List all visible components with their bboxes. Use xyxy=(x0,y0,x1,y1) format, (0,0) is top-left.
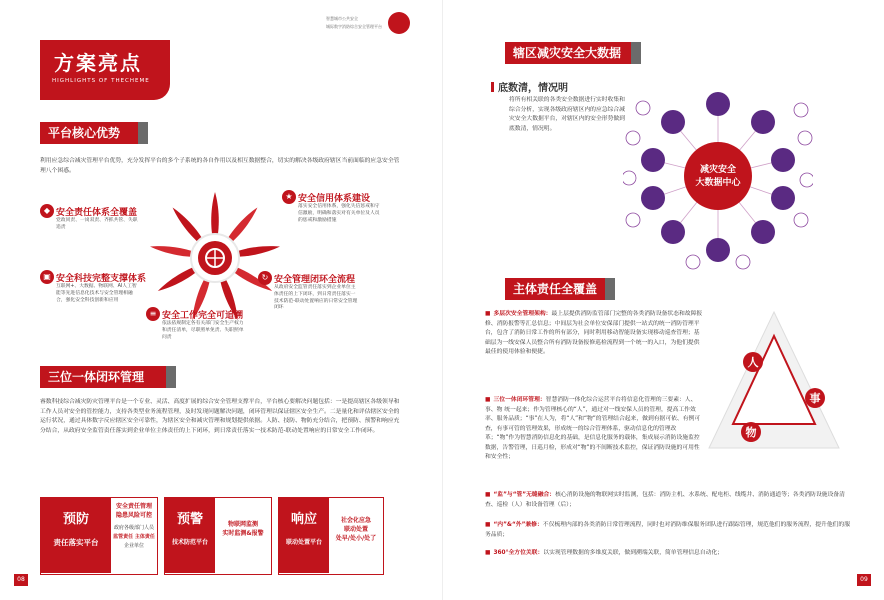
card-line: 主体责任 xyxy=(134,534,155,540)
card-line: 联动处置 xyxy=(343,526,368,533)
chip-icon: ▣ xyxy=(40,270,54,284)
page-subtitle: HIGHLIGHTS OF THECHEME xyxy=(52,78,150,84)
org-line1: 智慧城市公共安全 xyxy=(326,16,358,21)
item-lead: 三位一体闭环管理： xyxy=(493,397,546,403)
card-line: 安全责任管理 xyxy=(115,503,152,510)
card-response xyxy=(278,497,384,575)
card-line: 处早/处小/处了 xyxy=(335,535,377,542)
section-title: 平台核心优势 xyxy=(48,126,121,140)
item-lead: “内”&“外”兼修： xyxy=(493,522,543,528)
card-left xyxy=(279,498,329,573)
bullet-icon: ■ xyxy=(485,397,491,403)
item-monitor-manage xyxy=(485,491,855,510)
section-header-subject-responsibility xyxy=(505,278,605,300)
highlight-title: 安全管理闭环全流程 xyxy=(274,275,356,285)
card-prevention xyxy=(40,497,158,575)
header-logo xyxy=(326,8,410,42)
card-detail xyxy=(113,502,155,551)
triangle-event: 事 xyxy=(809,392,821,405)
page-number: 08 xyxy=(14,574,28,586)
card-detail xyxy=(217,520,269,538)
item-lead: 多层次安全管理架构： xyxy=(493,311,552,317)
card-left xyxy=(41,498,111,573)
card-left xyxy=(165,498,215,573)
highlight-title: 安全科技完整支撑体系 xyxy=(56,274,147,284)
star-icon: ★ xyxy=(282,190,296,204)
card-title: 预警 xyxy=(176,512,203,527)
people-event-object-triangle xyxy=(703,306,845,456)
item-360-association xyxy=(485,549,855,559)
subheading-text: 底数清，情况明 xyxy=(498,83,568,94)
title-banner xyxy=(40,40,170,100)
section-tail xyxy=(631,42,641,64)
section-tail xyxy=(166,366,176,388)
flower-graphic xyxy=(150,188,280,328)
highlight-title: 安全工作完全可追溯 xyxy=(162,311,244,321)
card-subtitle: 联动处置平台 xyxy=(285,539,322,546)
subheading-mark xyxy=(491,82,494,92)
bullet-icon: ■ xyxy=(485,492,491,498)
card-title: 响应 xyxy=(290,512,317,527)
bullet-icon: ■ xyxy=(485,311,491,317)
card-warning xyxy=(164,497,272,575)
item-text: 以实现管理数据的多维度关联，做到溯端关联，简单管理信息自动化； xyxy=(543,550,723,556)
section-header-core-advantages xyxy=(40,122,138,144)
org-line2: 城际数字消防综合安全管理平台 xyxy=(326,24,382,29)
item-text: 智慧消防一体化综合运营平台将信息化管理的三要素：人、事、物 统一起来；作为管理核心的“人”，通过对一线安保人员的管理，提高工作效率、服务品质；“事”在人为，将“人”和“物”的管理结合起来，做到有据可依、有例可查，有事可管的管理效果，形成统一的综合管理体系，驱动信息化的管理改革；“物”作为智慧消防信息化的基础，是信息化服务的载体，集成展示消防设施监控数据，告警管理，日巡月检，形成对“物”的不间断技术监控，保证消防设施的可用性和安全性； xyxy=(485,397,701,460)
highlight-desc: 从政府安全监管责任落实到企业单位主体责任的上下闭环，到日常责任落实一技术防范-联动处置响应的日常安全管理闭环 xyxy=(274,285,358,311)
document-icon: ≡ xyxy=(146,307,160,321)
shield-icon: ◆ xyxy=(40,204,54,218)
right-page xyxy=(442,0,884,600)
section-tail xyxy=(138,122,148,144)
card-line: 企业单位 xyxy=(123,543,144,549)
big-data-subheading xyxy=(491,79,568,94)
card-line: 政府各级部门人员 xyxy=(113,525,154,531)
card-line: 物联网监测 xyxy=(227,521,258,528)
card-line: 监管责任 xyxy=(113,534,134,540)
section-header-big-data xyxy=(505,42,631,64)
card-line: 实时监测&报警 xyxy=(222,530,264,537)
highlight-desc: 依法依规制定各有关部门安全生产权力和责任清单，尽职照单免责、失职照单问责 xyxy=(162,321,244,340)
triangle-people: 人 xyxy=(747,356,759,369)
section-title: 辖区减灾安全大数据 xyxy=(513,46,622,60)
section-title: 三位一体闭环管理 xyxy=(48,370,145,384)
big-data-hub xyxy=(623,90,813,270)
card-line: 隐患风险可控 xyxy=(115,512,152,519)
card-line: 社会化应急 xyxy=(340,517,371,524)
core-advantages-paragraph: 利用应急综合减灾管理平台优势，充分发挥平台的多个子系统的各自作用以及相互数据整合，切实的解决各级政府辖区当前面临的应急安全管理八个困惑。 xyxy=(40,158,400,174)
section-header-closed-loop xyxy=(40,366,166,388)
hub-center-line1: 减灾安全 xyxy=(699,165,737,175)
card-detail xyxy=(331,516,381,543)
item-multilevel-architecture xyxy=(485,310,705,358)
highlight-title: 安全责任体系全覆盖 xyxy=(56,208,138,218)
emblem-icon xyxy=(388,12,410,34)
section-title: 主体责任全覆盖 xyxy=(513,282,598,296)
closed-loop-paragraph: 睿数科技综合减灾防灾管理平台是一个专业、灵活、高度扩展的综合安全管理支撑平台，平台核心要解决问题包括：一是提高辖区各级领导和工作人员对安全的管控能力，支持各类型业务流程管理，及时发现问题解决问题，闭环管理以保证辖区安全生产。二是量化和评估辖区安全的运行状况，通过具体数字反应辖区安全可靠性，为辖区安全和减灾管理和规划提供依据。人防、技防、物防充分结合，把预防、预警和响应充分结合，从政府安全监管责任落实到企业单位主体责任的上下闭环，到日常责任落实一技术防范-联动处置响应的日常安全工作闭环。 xyxy=(40,399,400,434)
item-text: 最上层提供消防监管部门完整的各类消防设备状态和故障报修、消防报警等汇总信息；中间层为社会单位安保部门提供一站式的统一消防管理平台，包含了消防日常工作的所有部分，同时利用移动智能设备实现移动巡查管理；基础层为一线安保人员整合所有消防设备报修巡检流程到一个统一的入口，为他们提供最佳的使用体验和便捷。 xyxy=(485,311,703,355)
item-text: 不仅梳理内部的各类消防日常管理流程，同时也对消防维保服务团队进行跟踪管理，规范他们的服务流程，提升他们的服务品质； xyxy=(485,522,851,538)
highlight-desc: 互联网+、大数据、物联网、AI人工智能等先进信息化技术与安全管理相融合，强化安全科技创新和应用 xyxy=(56,284,137,303)
hub-center-line2: 大数据中心 xyxy=(695,178,741,188)
item-lead: 360°全方位关联： xyxy=(493,550,544,556)
item-inner-outer xyxy=(485,521,855,540)
item-lead: “监”与“管”无缝融合： xyxy=(493,492,556,498)
highlight-desc: 落实安全信用体系，强化失信惩戒和守信激励，明确和落实对有关单位及人员的惩戒和激励措施 xyxy=(298,204,380,223)
item-text: 核心消防设施的物联网实时监测，包括：消防主机、水系统、配电柜、线缆井、消防通道等；各类消防设施设备清查、巡检（人）和设备管理（后）； xyxy=(485,492,845,508)
big-data-paragraph: 将所有相关联的各类安全数据进行实时收集和综合分析，实现各级政府辖区内的应急综合减灾安全大数据平台，对辖区内的安全形势做到底数清，情况明。 xyxy=(509,97,625,132)
card-subtitle: 技术防范平台 xyxy=(171,539,208,546)
bullet-icon: ■ xyxy=(485,550,491,556)
section-tail xyxy=(605,278,615,300)
page-number: 09 xyxy=(857,574,871,586)
cycle-icon: ↻ xyxy=(258,271,272,285)
card-subtitle: 责任落实平台 xyxy=(53,538,99,547)
highlight-title: 安全信用体系建设 xyxy=(298,194,371,204)
triangle-object: 物 xyxy=(745,426,757,439)
bullet-icon: ■ xyxy=(485,522,491,528)
item-three-in-one xyxy=(485,396,705,463)
page-title: 方案亮点 xyxy=(54,51,142,75)
highlight-desc: 党政同责、一岗双责、齐抓共管、失职追责 xyxy=(56,218,138,230)
card-title: 预防 xyxy=(62,512,89,527)
